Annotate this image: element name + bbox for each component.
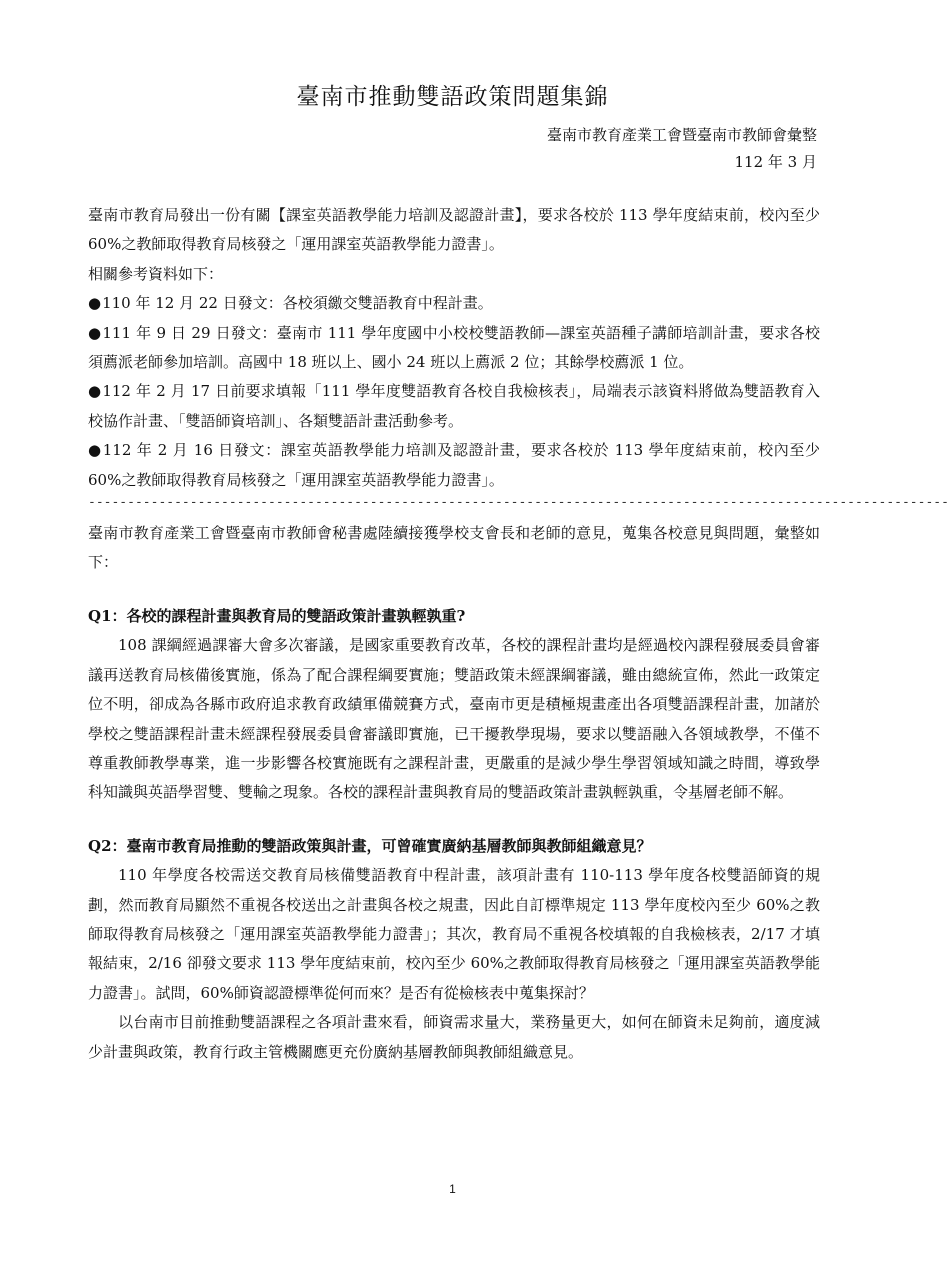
bullet-icon: ● [88,294,102,313]
collection-note: 臺南市教育產業工會暨臺南市教師會秘書處陸續接獲學校支會長和老師的意見，蒐集各校意見與問題，彙整如下： [88,524,820,572]
document-body [88,201,949,1067]
document-title: 臺南市推動雙語政策問題集錦 [296,84,609,110]
reference-bullet [88,319,820,378]
reference-bullet-text: 110 年 12 月 22 日發文：各校須繳交雙語教育中程計畫。 [102,294,493,313]
reference-bullet-text: 111 年 9 日 29 日發文：臺南市 111 學年度國中小校校雙語教師—課室英語種子講師培訓計畫，要求各校須薦派老師參加培訓。高國中 18 班以上、國小 24 班以上薦派 2 位；其餘學校薦派 1 位。 [88,323,820,372]
intro-paragraph: 臺南市教育局發出一份有關【課室英語教學能力培訓及認證計畫】，要求各校於 113 學年度結束前，校內至少 60%之教師取得教育局核發之「運用課室英語教學能力證書」。 [88,206,820,254]
bullet-icon: ● [88,382,102,401]
reference-bullet [88,436,820,495]
bullet-icon: ● [88,323,102,342]
reference-bullet [88,377,820,436]
page-number: 1 [449,1182,456,1196]
document-author: 臺南市教育產業工會暨臺南市教師會彙整 [546,126,817,144]
references-label: 相關參考資料如下： [88,264,224,283]
q1-heading: Q1：各校的課程計畫與教育局的雙語政策計畫孰輕孰重? [88,606,466,625]
q2-body-2: 以台南市目前推動雙語課程之各項計畫來看，師資需求量大，業務量更大，如何在師資未足夠前，適度減少計畫與政策，教育行政主管機關應更充份廣納基層教師與教師組織意見。 [88,1013,820,1061]
q1-body: 108 課綱經過課審大會多次審議，是國家重要教育改革，各校的課程計畫均是經過校內課程發展委員會審議再送教育局核備後實施，係為了配合課程綱要實施；雙語政策未經課綱審議，雖由總統宣佈，然此一政策定位不明，卻成為各縣市政府追求教育政績軍備競賽方式，臺南市更是積極規畫產出各項雙語課程計畫，加諸於學校之雙語課程計畫未經課程發展委員會審議即實施，已干擾教學現場，要求以雙語融入各領域教學，不僅不尊重教師教學專業，進一步影響各校實施既有之課程計畫，更嚴重的是減少學生學習領域知識之時間，導致學科知識與英語學習雙、雙輸之現象。各校的課程計畫與教育局的雙語政策計畫孰輕孰重，令基層老師不解。 [88,636,820,802]
reference-bullet-text: 112 年 2 月 16 日發文：課室英語教學能力培訓及認證計畫，要求各校於 113 學年度結束前，校內至少 60%之教師取得教育局核發之「運用課室英語教學能力證書」。 [88,441,820,489]
q2-body-1: 110 年學度各校需送交教育局核備雙語教育中程計畫，該項計畫有 110-113 學年度各校雙語師資的規劃，然而教育局顯然不重視各校送出之計畫與各校之規畫，因此自訂標準規定 113 學年度校內至少 60%之教師取得教育局核發之「運用課室英語教學能力證書」；其次，教育局不重視各校填報的自我檢核表，2/17 才填報結束，2/16 卻發文要求 113 學年度結束前，校內至少 60%之教師取得教育局核發之「運用課室英語教學能力證書」。試問，60%師資認證標準從何而來？是否有從檢核表中蒐集探討？ [88,866,820,1002]
bullet-icon: ● [88,441,102,460]
q2-heading: Q2：臺南市教育局推動的雙語政策與計畫，可曾確實廣納基層教師與教師組織意見？ [88,836,652,855]
reference-bullet-text: 112 年 2 月 17 日前要求填報「111 學年度雙語教育各校自我檢核表」，局端表示該資料將做為雙語教育入校協作計畫、「雙語師資培訓」、各類雙語計畫活動參考。 [88,382,820,430]
document-date: 112 年 3 月 [734,153,817,171]
reference-bullet [88,289,820,318]
dashed-divider: -------------------------------------------------------------------------------------------------------------- [88,495,949,511]
